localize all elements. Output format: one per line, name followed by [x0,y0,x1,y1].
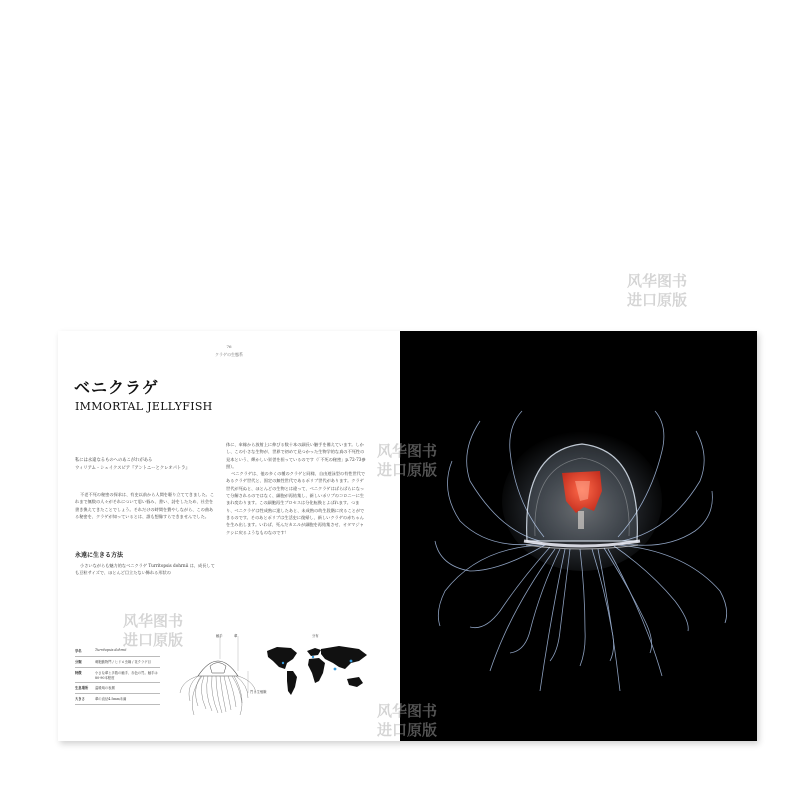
book-spread [58,331,757,741]
body-paragraph: ベニクラゲは、他の多くの種のクラゲと同様、自由遊泳型の有性世代であるクラゲ世代と、固定の無性世代であるポリプ世代があります。クラゲ世代が死ぬと、ほとんどの生物とは違って、ベニクラゲはばらばらになって分解されるのではなく、細胞が再結集し、新しいポリプのコロニーに生まれ変わります。この細胞再生プロセスは分化転換とよばれます。つまり、ベニクラゲは性成熟に達したあと、未成熟の幼生段階に戻ることができるのです。そのあとポリプは生活史に復帰し、新しいクラゲの赤ちゃんを生み出します。いわば、死んだカエルが細胞を再結集させ、オタマジャクシに戻るようなものなのです！ [226,471,366,535]
watermark-line2: 进口原版 [376,720,437,739]
watermark [362,702,452,740]
facts-row: 分類 刺胞動物門 / ヒドロ虫綱 / 花クラゲ目 [75,657,160,668]
watermark [108,612,198,650]
watermark-line1: 风华图书 [122,612,183,630]
page-header-label: クラゲの生態系 [215,352,243,357]
watermark-line2: 进口原版 [626,290,687,309]
watermark [612,272,702,310]
facts-row: 特徴 小さな傘と多数の触手、赤色の胃。触手は80-90本程度 [75,668,160,683]
body-text-2 [75,562,215,577]
facts-row: 大きさ 傘の直径4.5mm未満 [75,694,160,705]
watermark-line2: 进口原版 [122,630,183,649]
epigraph [75,457,215,473]
left-page [58,331,400,741]
body-text-1 [75,491,215,520]
watermark-line2: 进口原版 [376,460,437,479]
world-map [263,641,371,701]
body-text-3 [226,441,366,536]
section-heading: 永遠に生きる方法 [75,552,124,559]
epigraph-line2: ウィリアム・シェイクスピア『アントニーとクレオパトラ』 [75,466,190,471]
body-paragraph: 小さいながらも魅力的なベニクラゲ Turritopsis dohrnii は、成長しても豆粒サイズで、ほとんど目立たない飾れる形状の [75,563,215,576]
watermark-line1: 风华图书 [376,702,437,720]
facts-row: 生息場所 温暖域の表層 [75,683,160,694]
map-label: 分布 [312,634,319,638]
jellyfish-photo [400,331,757,741]
facts-row: 学名 Turritopsis dohrnii [75,646,160,657]
diagram-label: 胃と生殖腺 [250,690,267,694]
watermark-line1: 风华图书 [376,442,437,460]
facts-table [75,646,160,705]
page-number: 76 [226,344,232,349]
body-paragraph: 不老不死の秘密の探求は、有史以前から人間を駆り立ててきました。これまで無数の人々がそれについて思い悩み、書い、詩をしたため、社会を書き換えてきたことでしょう。それだけの時間を費やしながら、この曲ある秘密を、クラゲが知っているとは、誰も想像すらできませんでした。 [75,492,215,519]
body-paragraph: 体に、傘縁から放射上に伸びる数十本の細長い触手を備えています。しかし、この小さな生物が、世界で初めて見つかった生物学的な真の不死性の見本という、輝かしい栄誉を担っているのです（「不死の秘密」p.72-73参照）。 [226,442,366,469]
watermark [362,442,452,480]
watermark-line1: 风华图书 [626,272,687,290]
article-title-en: IMMORTAL JELLYFISH [75,400,213,413]
epigraph-line1: 私には永遠なるものへのあこがれがある [75,458,153,463]
diagram-label: 触手 [216,634,223,638]
immortal-jellyfish-image [400,331,757,741]
diagram-label: 傘 [234,634,238,638]
article-title-jp: ベニクラゲ [74,378,160,397]
